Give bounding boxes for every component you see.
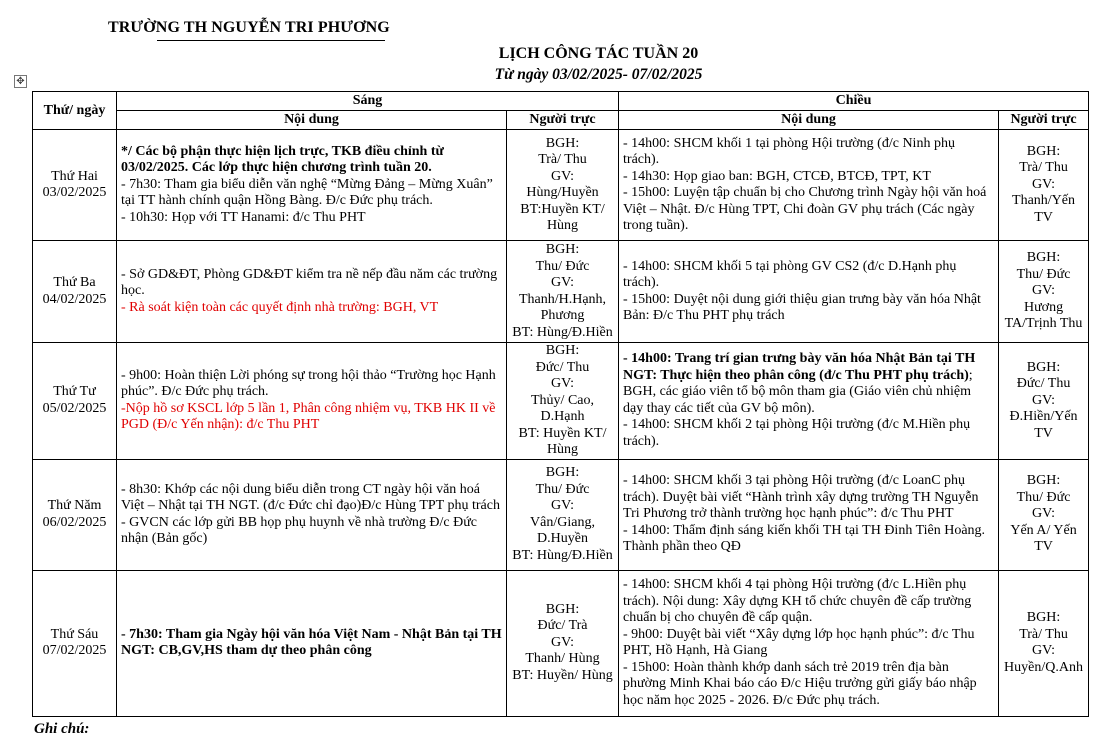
duty-line: BGH: xyxy=(1026,610,1061,625)
morning-item: - 10h30: Họp với TT Hanami: đ/c Thu PHT xyxy=(121,209,366,225)
duty-line: GV: xyxy=(1031,506,1056,522)
header-afternoon: Chiều xyxy=(619,92,1089,111)
header-morning-content: Nội dung xyxy=(117,111,507,130)
duty-line: GV: xyxy=(550,168,575,184)
duty-line: Hùng/Huyền xyxy=(526,185,599,200)
duty-line: GV: xyxy=(550,275,575,290)
afternoon-item: - 14h00: SHCM khối 3 tại phòng Hội trường (đ/c LoanC phụ trách). Duyệt bài viết “Hành trình xây dựng trường TH Nguyễn Tri Phương trở thành trường học hạnh phúc”: đ/c Thu PHT xyxy=(623,473,979,522)
day-cell xyxy=(33,241,117,343)
morning-content-cell xyxy=(117,241,507,343)
morning-content-cell xyxy=(117,459,507,570)
afternoon-item: - 14h00: SHCM khối 4 tại phòng Hội trường (đ/c L.Hiền phụ trách). Nội dung: Xây dựng KH tổ chức chuyên đề cấp trường chuẩn bị cho chuyên đề cấp quận. xyxy=(623,577,972,625)
day-cell xyxy=(33,570,117,716)
morning-duty-cell xyxy=(507,570,619,716)
day-cell xyxy=(33,459,117,570)
duty-line: BGH: xyxy=(545,242,580,257)
morning-duty-cell xyxy=(507,241,619,343)
table-row xyxy=(33,459,1089,570)
duty-line: Trà/ Thu xyxy=(1019,626,1068,642)
day-cell xyxy=(33,130,117,241)
afternoon-item: - 9h00: Duyệt bài viết “Xây dựng lớp học hạnh phúc”: đ/c Thu PHT, Hồ Hạnh, Hà Giang xyxy=(623,626,975,658)
duty-line: Hương xyxy=(1023,299,1064,315)
morning-item: - 7h30: Tham gia biểu diễn văn nghệ “Mừng Đảng – Mừng Xuân” tại TT hành chính quận Hồng Bàng. Đ/c Đức phụ trách. xyxy=(121,176,493,209)
day-cell xyxy=(33,343,117,460)
duty-line: Huyền/Q.Anh xyxy=(1004,659,1083,675)
day-date: 04/02/2025 xyxy=(42,291,107,307)
duty-line: Yến A/ Yến TV xyxy=(1010,522,1077,555)
header-morning-duty: Người trực xyxy=(507,111,619,130)
duty-line: Trà/ Thu xyxy=(538,152,587,167)
duty-line: Thu/ Đức xyxy=(1016,489,1071,505)
duty-line: GV: xyxy=(1031,176,1056,192)
duty-line: TA/Trịnh Thu xyxy=(1004,316,1083,332)
duty-line: BT:Huyền KT/ Hùng xyxy=(520,201,605,233)
school-name: TRƯỜNG TH NGUYỄN TRI PHƯƠNG xyxy=(108,19,390,36)
afternoon-item: - 14h30: Họp giao ban: BGH, CTCĐ, BTCĐ, TPT, KT xyxy=(623,168,931,184)
duty-line: Thu/ Đức xyxy=(535,481,590,497)
afternoon-content-cell xyxy=(619,130,999,241)
morning-duty-cell xyxy=(507,130,619,241)
weekly-schedule-table xyxy=(32,91,1089,717)
header-afternoon-content: Nội dung xyxy=(619,111,999,130)
afternoon-duty-cell xyxy=(999,130,1089,241)
afternoon-item-rest: ; BGH, các giáo viên tổ bộ môn tham gia (Giáo viên chủ nhiệm dạy thay các tiết của GV bộ môn). xyxy=(623,367,973,416)
note-label: Ghi chú: xyxy=(34,721,90,737)
duty-line: Thanh/ Hùng xyxy=(525,651,600,667)
schedule-date-range: Từ ngày 03/02/2025- 07/02/2025 xyxy=(494,66,703,83)
afternoon-item-bold: - 14h00: Trang trí gian trưng bày văn hóa Nhật Bản tại TH NGT: Thực hiện theo phân công (đ/c Thu PHT phụ trách) xyxy=(623,351,976,383)
duty-line: BGH: xyxy=(1026,473,1061,489)
school-name-underline xyxy=(157,40,385,41)
day-name: Thứ Hai xyxy=(51,168,98,184)
day-date: 05/02/2025 xyxy=(42,400,107,416)
day-name: Thứ Năm xyxy=(47,498,102,513)
duty-line: Đức/ Thu xyxy=(535,359,590,375)
duty-line: BGH: xyxy=(1026,250,1061,266)
morning-item-highlight: - Rà soát kiện toàn các quyết định nhà trường: BGH, VT xyxy=(121,299,439,315)
afternoon-content-cell xyxy=(619,343,999,460)
duty-line: BGH: xyxy=(545,465,580,480)
duty-line: Đ.Hiền/Yến TV xyxy=(1009,409,1078,441)
duty-line: Thu/ Đức xyxy=(535,258,590,274)
afternoon-content-cell xyxy=(619,570,999,716)
afternoon-item: - 15h00: Luyện tập chuẩn bị cho Chương trình Ngày hội văn hoá Việt – Nhật. Đ/c Hùng TPT, Chi đoàn GV phụ trách (Các ngày trong tuần). xyxy=(623,185,987,233)
table-row xyxy=(33,343,1089,460)
duty-line: BT: Hùng/Đ.Hiền xyxy=(512,324,613,340)
morning-item: - 9h00: Hoàn thiện Lời phóng sự trong hội thảo “Trường học Hạnh phúc”. Đ/c Đức phụ trách. xyxy=(121,367,496,400)
table-move-handle-icon[interactable]: ✥ xyxy=(14,75,27,88)
morning-item: - GVCN các lớp gửi BB họp phụ huynh về nhà trường Đ/c Đức nhận (Bản gốc) xyxy=(121,514,478,546)
duty-line: Đức/ Thu xyxy=(1016,376,1071,391)
duty-line: BGH: xyxy=(545,601,580,617)
day-name: Thứ Sáu xyxy=(50,626,99,642)
afternoon-duty-cell xyxy=(999,459,1089,570)
duty-line: GV: xyxy=(1031,392,1056,408)
duty-line: BGH: xyxy=(1026,359,1061,375)
duty-line: GV: xyxy=(550,634,575,650)
afternoon-content-cell xyxy=(619,241,999,343)
day-date: 07/02/2025 xyxy=(42,643,107,658)
header-day-label: Thứ/ ngày xyxy=(43,103,106,118)
schedule-title: LỊCH CÔNG TÁC TUẦN 20 xyxy=(498,45,699,62)
duty-line: GV: xyxy=(550,376,575,391)
afternoon-duty-cell xyxy=(999,570,1089,716)
morning-item: */ Các bộ phận thực hiện lịch trực, TKB điều chỉnh từ 03/02/2025. Các lớp thực hiện chương trình tuần 20. xyxy=(121,143,444,176)
afternoon-item: - 14h00: SHCM khối 2 tại phòng Hội trường (đ/c M.Hiền phụ trách). xyxy=(623,417,971,449)
duty-line: BGH: xyxy=(545,135,580,151)
duty-line: BGH: xyxy=(1026,143,1061,159)
afternoon-item: - 15h00: Duyệt nội dung giới thiệu gian trưng bày văn hóa Nhật Bản: Đ/c Thu PHT phụ trách xyxy=(623,291,981,323)
duty-line: Thanh/H.Hạnh, Phương xyxy=(518,291,607,323)
morning-content-cell xyxy=(117,343,507,460)
table-row xyxy=(33,570,1089,716)
morning-item: - 7h30: Tham gia Ngày hội văn hóa Việt Nam - Nhật Bản tại TH NGT: CB,GV,HS tham dự theo phân công xyxy=(121,626,502,658)
duty-line: Thu/ Đức xyxy=(1016,266,1071,282)
afternoon-item: - 14h00: SHCM khối 1 tại phòng Hội trường (đ/c Ninh phụ trách). xyxy=(623,135,955,167)
morning-item: - Sở GD&ĐT, Phòng GD&ĐT kiểm tra nề nếp đầu năm các trường học. xyxy=(121,266,498,299)
duty-line: BT: Hùng/Đ.Hiền xyxy=(512,547,613,563)
duty-line: Thanh/Yến TV xyxy=(1012,193,1076,225)
morning-content-cell xyxy=(117,130,507,241)
duty-line: BT: Huyền KT/ Hùng xyxy=(518,425,607,457)
afternoon-item: - 14h00: Thẩm định sáng kiến khối TH tại TH Đinh Tiên Hoàng. Thành phần theo QĐ xyxy=(623,522,986,555)
duty-line: GV: xyxy=(1031,643,1056,658)
day-name: Thứ Tư xyxy=(53,384,96,400)
morning-item: - 8h30: Khớp các nội dung biểu diễn trong CT ngày hội văn hoá Việt – Nhật tại TH NGT. (đ/c Đức chỉ đạo)Đ/c Hùng TPT phụ trách xyxy=(121,481,500,513)
morning-item-highlight: -Nộp hồ sơ KSCL lớp 5 lần 1, Phân công nhiệm vụ, TKB HK II về PGD (Đ/c Yến nhận): đ/c Thu PHT xyxy=(121,400,496,433)
afternoon-duty-cell xyxy=(999,241,1089,343)
header-afternoon-duty: Người trực xyxy=(999,111,1089,130)
header-morning: Sáng xyxy=(117,92,619,111)
duty-line: Đức/ Trà xyxy=(537,618,588,634)
table-row xyxy=(33,241,1089,343)
duty-line: GV: xyxy=(550,498,575,513)
duty-line: Vân/Giang, D.Huyền xyxy=(530,514,595,546)
morning-duty-cell xyxy=(507,343,619,460)
duty-line: Thủy/ Cao, D.Hạnh xyxy=(531,392,594,424)
header-day xyxy=(33,92,117,130)
afternoon-item: - 15h00: Hoàn thành khớp danh sách trẻ 2019 trên địa bàn phường Minh Khai báo cáo Đ/c Hiệu trưởng gửi giấy báo nhập học năm học 2025 - 2026. Đ/c Đức phụ trách. xyxy=(623,659,977,708)
duty-line: BT: Huyền/ Hùng xyxy=(512,667,613,683)
morning-duty-cell xyxy=(507,459,619,570)
table-row xyxy=(33,130,1089,241)
morning-content-cell xyxy=(117,570,507,716)
duty-line: BGH: xyxy=(545,343,580,358)
duty-line: GV: xyxy=(1031,283,1056,299)
day-date: 03/02/2025 xyxy=(42,185,107,200)
afternoon-item xyxy=(623,351,994,417)
afternoon-duty-cell xyxy=(999,343,1089,460)
day-name: Thứ Ba xyxy=(53,275,96,290)
duty-line: Trà/ Thu xyxy=(1019,160,1068,176)
day-date: 06/02/2025 xyxy=(42,514,107,530)
afternoon-item: - 14h00: SHCM khối 5 tại phòng GV CS2 (đ/c D.Hạnh phụ trách). xyxy=(623,258,957,290)
afternoon-content-cell xyxy=(619,459,999,570)
